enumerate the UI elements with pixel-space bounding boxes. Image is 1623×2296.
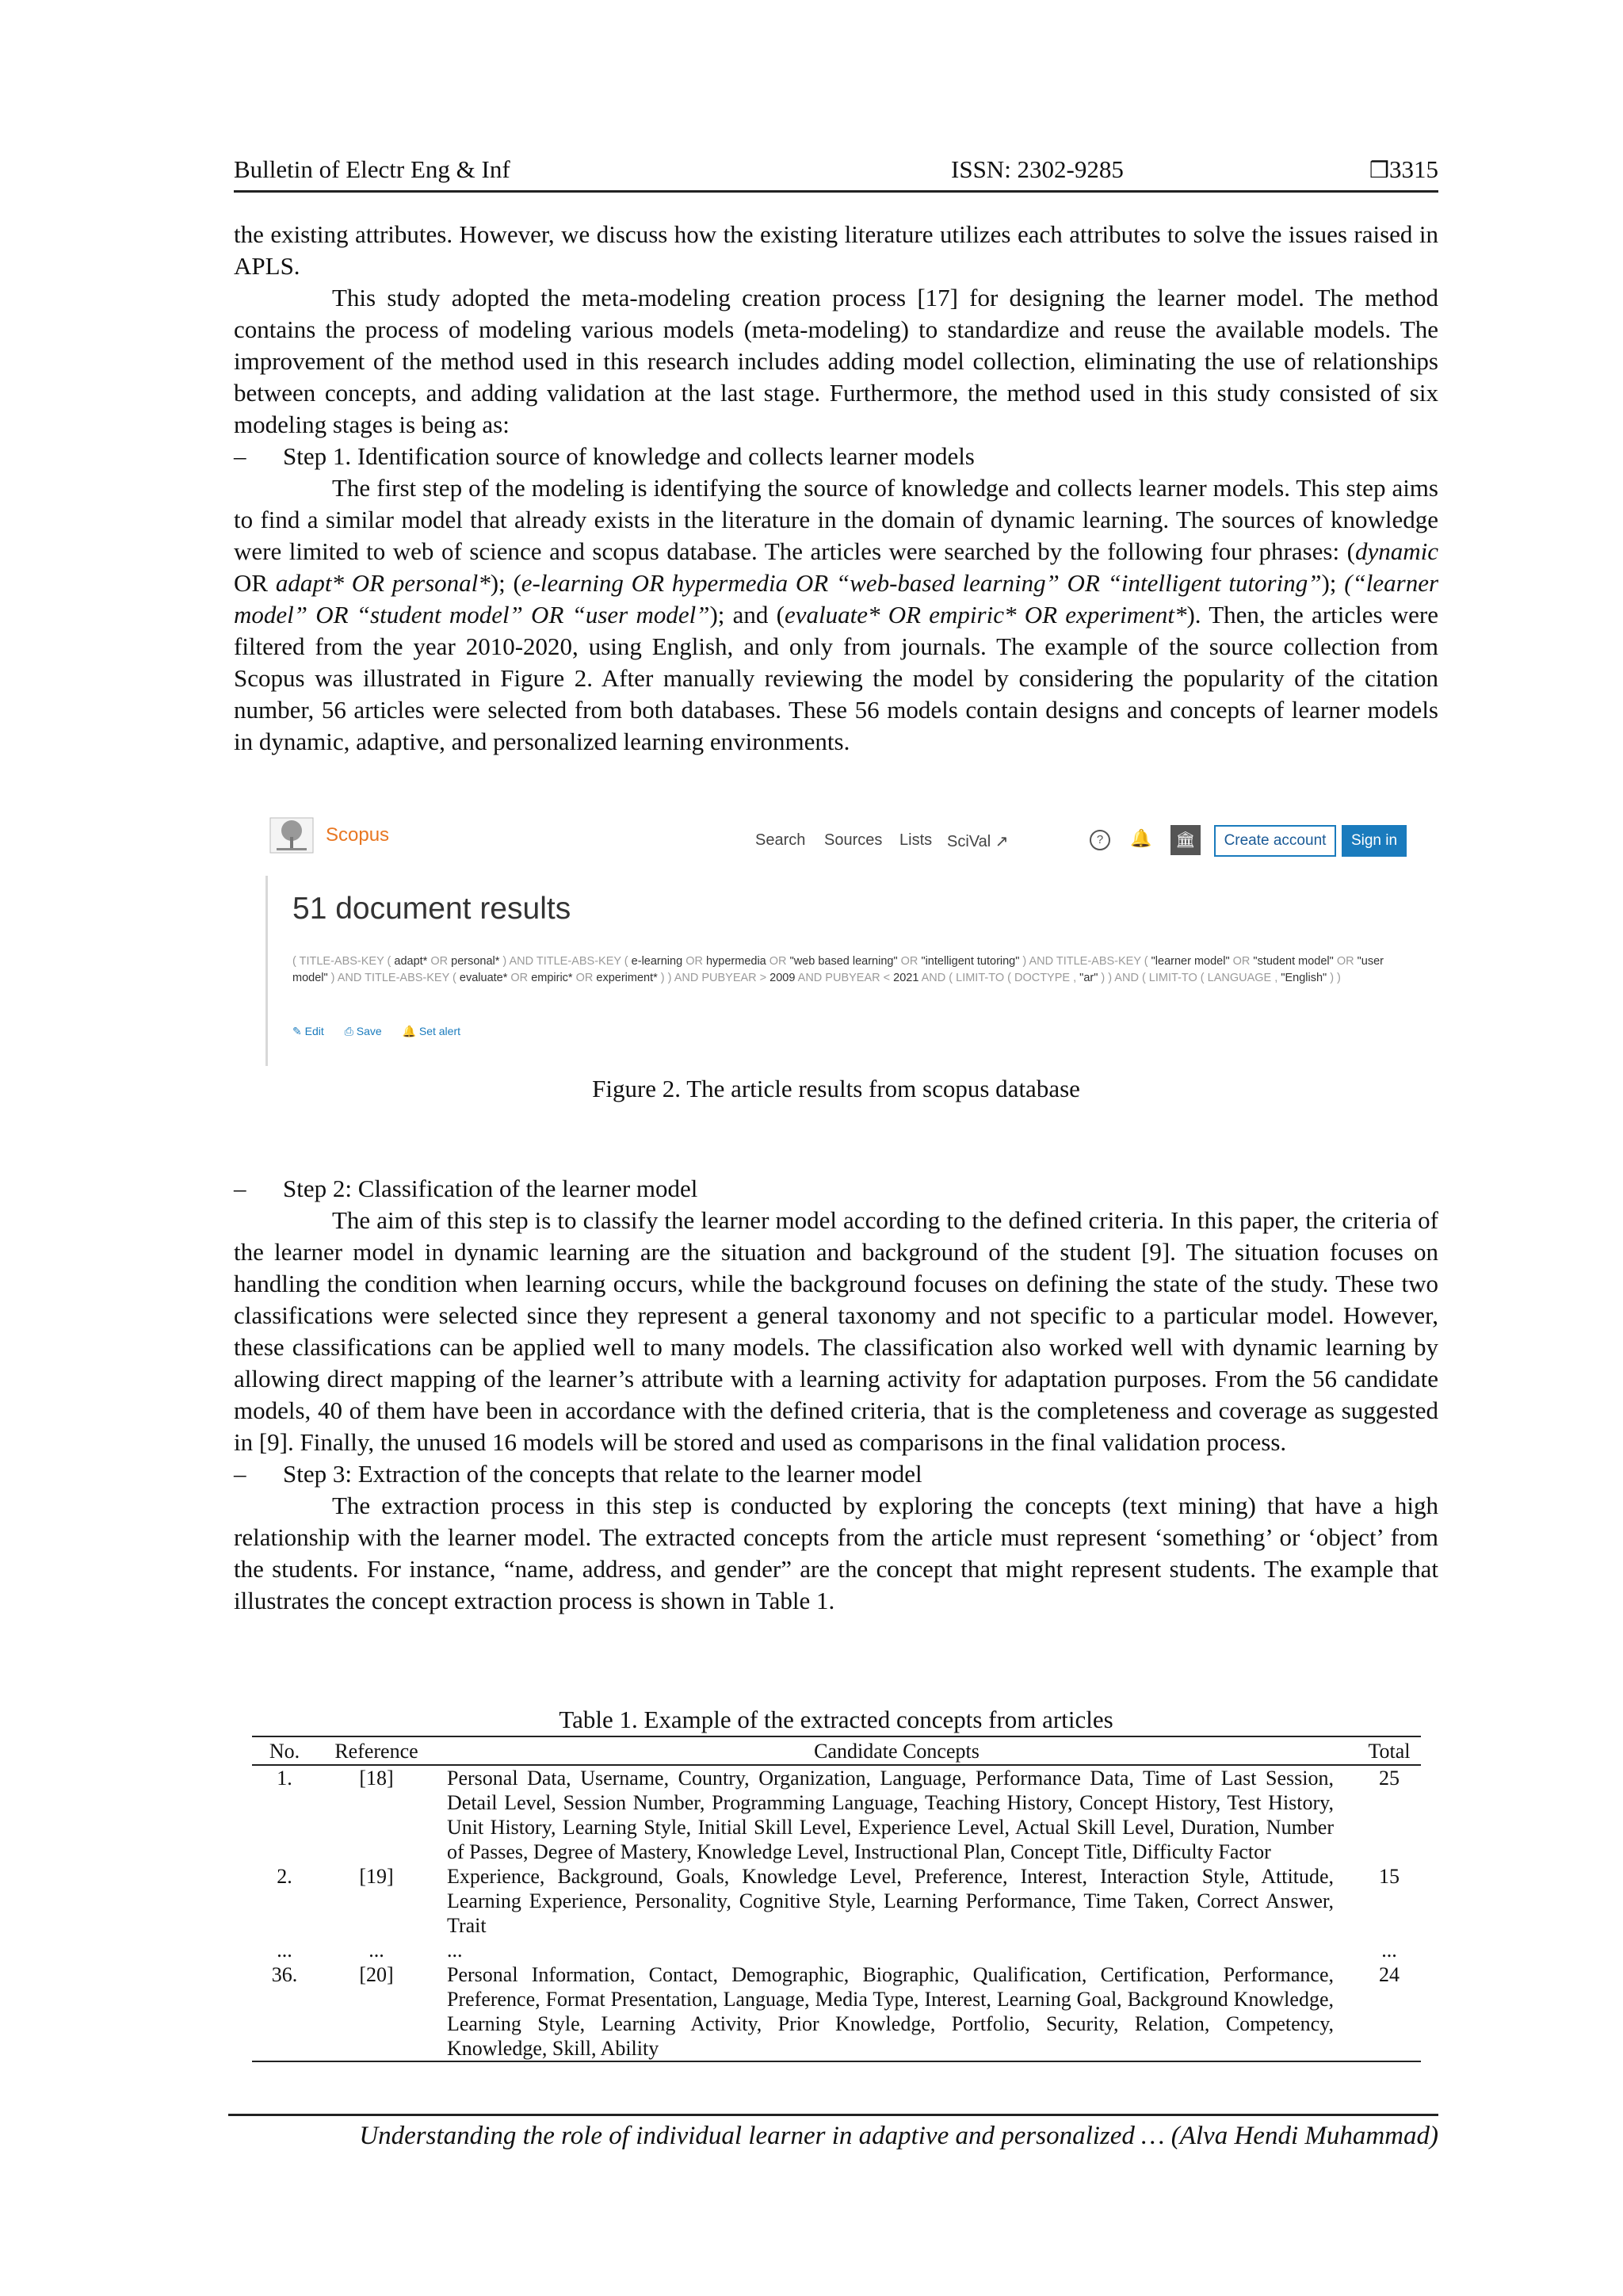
concepts-table <box>252 1736 1421 2062</box>
query-operator: OR <box>1229 955 1254 968</box>
query-operator: OR <box>427 955 452 968</box>
query-keyword: 2009 <box>769 972 796 984</box>
paragraph: This study adopted the meta-modeling creation process [17] for designing the learner model. The method contains the process of modeling various models (meta-modeling) to standardize and reuse the available models. The improvement of the method used in this research includes adding model collection, eliminating the use of relationships between concepts, and adding validation at the last stage. Furthermore, the method used in this study consisted of six modeling stages is being as: <box>234 284 1438 438</box>
step-1-heading: – Step 1. Identification source of knowledge and collects learner models <box>234 442 975 470</box>
query-operator: ) ) AND ( LIMIT-TO ( LANGUAGE , <box>1098 972 1281 984</box>
scopus-figure <box>265 812 1423 1050</box>
cell-no: ... <box>277 1939 292 1962</box>
table-header-row <box>252 1736 1421 1765</box>
query-keyword: adapt* <box>394 955 428 968</box>
page-mark-icon: ❒ <box>1369 159 1389 183</box>
search-query-string <box>292 953 1410 987</box>
col-header-no: No. <box>252 1736 317 1765</box>
figure-caption: Figure 2. The article results from scopus database <box>592 1075 1080 1102</box>
institution-icon[interactable]: 🏛 <box>1170 825 1201 855</box>
nav-search-link[interactable]: Search <box>755 831 806 849</box>
cell-total: 25 <box>1379 1767 1400 1790</box>
query-keyword: experiment* <box>596 972 658 984</box>
page-number: ❒3315 <box>1369 155 1438 183</box>
cell-reference: [19] <box>359 1865 394 1888</box>
journal-name: Bulletin of Electr Eng & Inf <box>234 155 510 183</box>
query-operator: OR <box>682 955 706 968</box>
query-operator: OR <box>1333 955 1358 968</box>
body-text-middle <box>234 1173 1438 1617</box>
page-header <box>234 155 1438 193</box>
issn: ISSN: 2302-9285 <box>951 155 1124 183</box>
create-account-button[interactable]: Create account <box>1214 825 1336 857</box>
query-operator: ) ) <box>1327 972 1341 984</box>
nav-lists-link[interactable]: Lists <box>899 831 933 849</box>
footer-divider <box>228 2114 1438 2116</box>
cell-reference: [20] <box>317 1962 436 2061</box>
save-query-link[interactable]: ⎙ Save <box>344 1025 382 1037</box>
query-operator: ) ) AND PUBYEAR > <box>657 972 770 984</box>
edit-query-link[interactable]: ✎ Edit <box>292 1025 324 1037</box>
divider <box>265 876 268 1066</box>
cell-concepts: ... <box>447 1939 463 1962</box>
table-row <box>252 1765 1421 1864</box>
body-text-top <box>234 219 1438 758</box>
paragraph: the existing attributes. However, we discuss how the existing literature utilizes each attributes to solve the issues raised in APLS. <box>234 220 1438 280</box>
query-keyword: empiric* <box>531 972 573 984</box>
cell-total: 24 <box>1358 1962 1421 2061</box>
query-operator: AND ( LIMIT-TO ( DOCTYPE , <box>918 972 1080 984</box>
query-keyword: 2021 <box>893 972 919 984</box>
cell-reference: ... <box>369 1939 384 1962</box>
paragraph: The first step of the modeling is identifying the source of knowledge and collects learner models. This step aims to find a similar model that already exists in the literature in the domain of dynamic learning. The sources of knowledge were limited to web of science and scopus database. The articles were searched by the following four phrases: (dynamic OR adapt* OR personal*); (e-learning OR hypermedia OR “web-based learning” OR “intelligent tutoring”); (“learner model” OR “student model” OR “user model”); and (evaluate* OR empiric* OR experiment*). Then, the articles were filtered from the year 2010-2020, using English, and only from journals. The example of the source collection from Scopus was illustrated in Figure 2. After manually reviewing the model by considering the popularity of the citation number, 56 articles were selected from both databases. These 56 models contain designs and concepts of learner models in dynamic, adaptive, and personalized learning environments. <box>234 474 1439 755</box>
set-alert-link[interactable]: 🔔 Set alert <box>402 1025 460 1037</box>
query-keyword: e-learning <box>631 955 683 968</box>
col-header-total: Total <box>1358 1736 1421 1765</box>
col-header-concepts: Candidate Concepts <box>436 1736 1358 1765</box>
query-operator: OR <box>897 955 922 968</box>
query-operator: ) AND TITLE-ABS-KEY ( <box>499 955 632 968</box>
paragraph: The aim of this step is to classify the learner model according to the defined criteria. In this paper, the criteria of the learner model in dynamic learning are the situation and background of the student [9]. The situation focuses on handling the condition when learning occurs, while the background focuses on defining the state of the study. These two classifications were selected since they represent a general taxonomy and not specific to a particular model. However, these classifications can be applied well to many models. The classification also worked well with dynamic learning by allowing direct mapping of the learner’s attribute with a learning activity for adaptation purposes. From the 56 candidate models, 40 of them have been in accordance with the defined criteria, that is the completeness and coverage as suggested in [9]. Finally, the unused 16 models will be stored and used as comparisons in the final validation process. <box>234 1206 1438 1456</box>
query-operator: OR <box>507 972 532 984</box>
query-actions <box>292 1025 478 1038</box>
query-keyword: "intelligent tutoring" <box>921 955 1020 968</box>
paragraph: The extraction process in this step is conducted by exploring the concepts (text mining) that have a high relationship with the learner model. The extracted concepts from the article must represent ‘something’ or ‘object’ from the students. For instance, “name, address, and gender” are the concept that might represent students. The example that illustrates the concept extraction process is shown in Table 1. <box>234 1492 1438 1614</box>
elsevier-tree-icon <box>269 816 315 854</box>
query-operator: OR <box>766 955 790 968</box>
query-keyword: "learner model" <box>1151 955 1230 968</box>
cell-no: 2. <box>277 1865 292 1888</box>
query-keyword: "web based learning" <box>789 955 898 968</box>
query-keyword: personal* <box>451 955 500 968</box>
cell-concepts: Personal Data, Username, Country, Organization, Language, Performance Data, Time of Last Session, Detail Level, Session Number, Programming Language, Teaching History, Concept History, Test History, Unit History, Learning Style, Initial Skill Level, Experience Level, Actual Skill Level, Duration, Number of Passes, Degree of Mastery, Knowledge Level, Instructional Plan, Concept Title, Difficulty Factor <box>447 1767 1334 1863</box>
sign-in-button[interactable]: Sign in <box>1342 825 1407 857</box>
cell-concepts: Personal Information, Contact, Demographic, Biographic, Qualification, Certification, Performance, Preference, Format Presentation, Language, Media Type, Interest, Learning Goal, Background Knowledge, Learning Style, Learning Activity, Prior Knowledge, Portfolio, Security, Relation, Competency, Knowledge, Skill, Ability <box>436 1962 1358 2061</box>
query-operator: ( TITLE-ABS-KEY ( <box>292 955 395 968</box>
cell-no: 1. <box>277 1767 292 1790</box>
page-footer: Understanding the role of individual learner in adaptive and personalized … (Alva Hendi Muhammad) <box>359 2122 1438 2150</box>
query-operator: AND PUBYEAR < <box>795 972 894 984</box>
query-keyword: hypermedia <box>705 955 766 968</box>
table-row <box>252 1864 1421 1938</box>
help-icon[interactable]: ? <box>1090 830 1110 850</box>
query-keyword: evaluate* <box>459 972 508 984</box>
cell-reference: [18] <box>359 1767 394 1790</box>
query-keyword: "user model" <box>292 955 1384 984</box>
results-count: 51 document results <box>292 892 571 926</box>
table-row <box>252 1962 1421 2061</box>
bell-icon[interactable]: 🔔 <box>1130 828 1152 848</box>
query-keyword: "English" <box>1281 972 1327 984</box>
query-operator: ) AND TITLE-ABS-KEY ( <box>1019 955 1151 968</box>
cell-total: ... <box>1381 1939 1397 1962</box>
cell-concepts: Experience, Background, Goals, Knowledge Level, Preference, Interest, Interaction Style, Attitude, Learning Experience, Personality, Cognitive Style, Learning Performance, Time Taken, Correct Answer, Trait <box>447 1865 1334 1937</box>
query-operator: OR <box>572 972 597 984</box>
step-2-heading: – Step 2: Classification of the learner model <box>234 1175 698 1202</box>
query-keyword: "student model" <box>1253 955 1334 968</box>
scopus-brand: Scopus <box>326 824 390 846</box>
step-3-heading: – Step 3: Extraction of the concepts that relate to the learner model <box>234 1460 922 1488</box>
cell-no: 36. <box>252 1962 317 2061</box>
cell-total: 15 <box>1379 1865 1400 1888</box>
nav-sources-link[interactable]: Sources <box>824 831 883 849</box>
query-keyword: "ar" <box>1079 972 1098 984</box>
table-row <box>252 1938 1421 1962</box>
table-title: Table 1. Example of the extracted concepts from articles <box>559 1706 1113 1733</box>
nav-scival-link[interactable]: SciVal ↗ <box>947 833 1009 850</box>
query-operator: ) AND TITLE-ABS-KEY ( <box>327 972 460 984</box>
col-header-reference: Reference <box>317 1736 436 1765</box>
